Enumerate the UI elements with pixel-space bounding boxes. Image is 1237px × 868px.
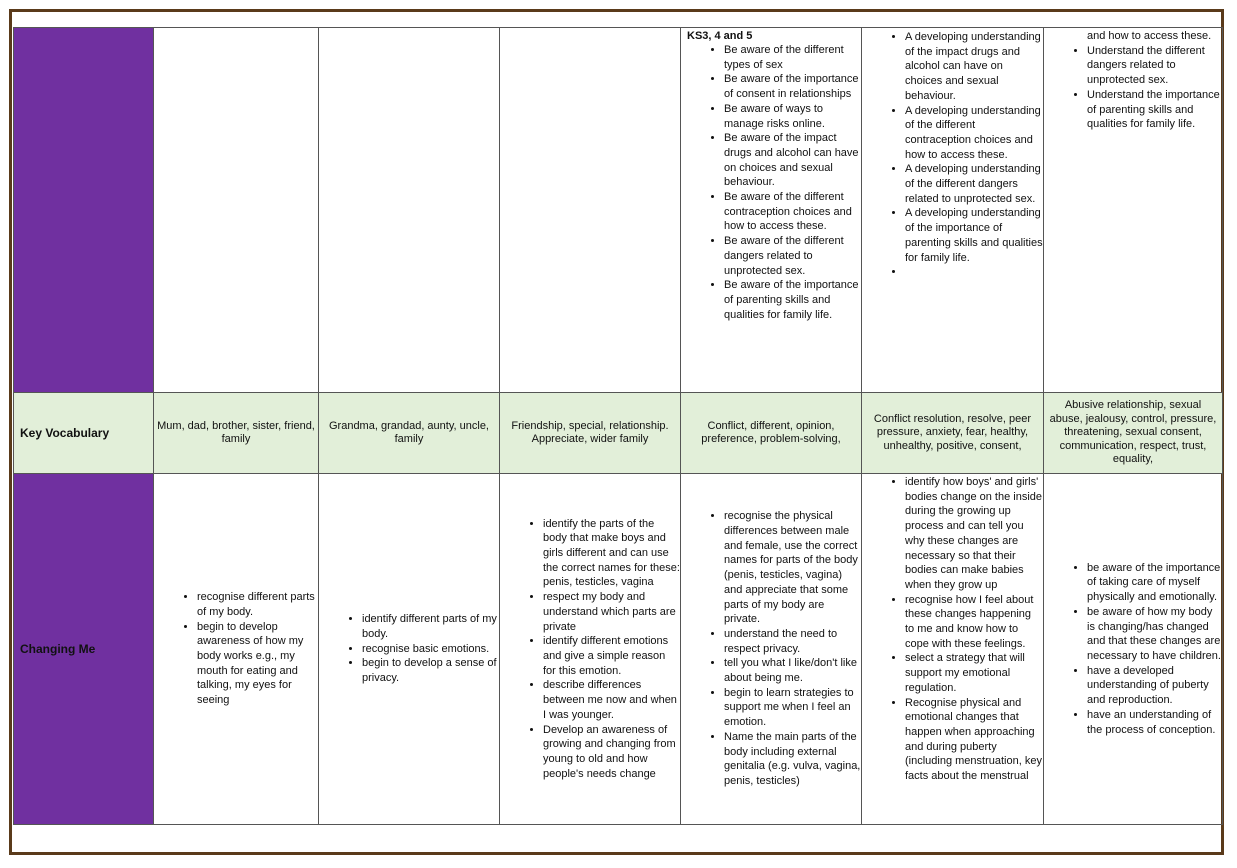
list-item: • recognise basic emotions.: [362, 642, 499, 657]
bullet-list: [862, 30, 1043, 280]
list-item: • Be aware of ways to manage risks online.: [724, 102, 861, 131]
list-item: • A developing understanding of the different dangers related to unprotected sex.: [905, 162, 1043, 206]
list-item: • Be aware of the different contraception choices and how to access these.: [724, 190, 861, 234]
list-item: • Recognise physical and emotional changes that happen when approaching and during puberty (including menstruation, key facts about the menstrual: [905, 696, 1043, 784]
table-cell: [862, 28, 1044, 393]
bullet-list: [154, 590, 318, 708]
ks-heading: KS3, 4 and 5: [687, 30, 753, 42]
list-item: [905, 265, 1043, 280]
list-item: • tell you what I like/don't like about being me.: [724, 656, 861, 685]
table-cell: [154, 474, 319, 825]
row-label-changing-me: Changing Me: [14, 474, 154, 825]
vocab-cell: Mum, dad, brother, sister, friend, family: [154, 393, 319, 474]
table-cell: [1044, 474, 1223, 825]
table-cell: [319, 28, 500, 393]
list-item: • recognise how I feel about these changes happening to me and know how to cope with these feelings.: [905, 593, 1043, 652]
curriculum-table: [13, 27, 1223, 825]
table-cell: [1044, 28, 1223, 393]
list-item: • recognise the physical differences between male and female, use the correct names for parts of the body (penis, testicles, vagina) and appreciate that some parts of my body are private.: [724, 509, 861, 627]
list-item-continuation: and how to access these.: [1087, 30, 1212, 42]
list-item: • identify different emotions and give a simple reason for this emotion.: [543, 634, 680, 678]
bullet-list: [1044, 29, 1222, 132]
list-item: • be aware of how my body is changing/has changed and that these changes are necessary to have children.: [1087, 605, 1222, 664]
list-item: • A developing understanding of the importance of parenting skills and qualities for family life.: [905, 206, 1043, 265]
list-item: • respect my body and understand which parts are private: [543, 590, 680, 634]
list-item: • identify how boys' and girls' bodies change on the inside during the growing up process and can tell you why these changes are necessary so that their bodies can make babies when they grow up: [905, 475, 1043, 593]
table-row-previous-topic: [14, 28, 1223, 393]
row-label-cell: [14, 28, 154, 393]
list-item: • Be aware of the impact drugs and alcohol can have on choices and sexual behaviour.: [724, 131, 861, 190]
table-cell: [154, 28, 319, 393]
list-item: • Be aware of the importance of consent in relationships: [724, 72, 861, 101]
table-cell: [319, 474, 500, 825]
table-cell: [500, 28, 681, 393]
list-item: • have an understanding of the process of conception.: [1087, 708, 1222, 737]
bullet-list: [862, 475, 1043, 784]
vocab-cell: Conflict resolution, resolve, peer pressure, anxiety, fear, healthy, unhealthy, positive, consent,: [862, 393, 1044, 474]
row-label-key-vocabulary: Key Vocabulary: [14, 393, 154, 474]
bullet-list: [319, 612, 499, 686]
list-item: • A developing understanding of the different contraception choices and how to access these.: [905, 104, 1043, 163]
vocab-cell: Conflict, different, opinion, preference, problem-solving,: [681, 393, 862, 474]
list-item: • recognise different parts of my body.: [197, 590, 318, 619]
list-item: • identify different parts of my body.: [362, 612, 499, 641]
list-item: • A developing understanding of the impact drugs and alcohol can have on choices and sexual behaviour.: [905, 30, 1043, 104]
bullet-list: [500, 517, 680, 782]
bullet-list: [681, 43, 861, 322]
list-item: • Understand the importance of parenting skills and qualities for family life.: [1087, 88, 1222, 132]
table-row-changing-me: [14, 474, 1223, 825]
list-item: • Be aware of the different dangers related to unprotected sex.: [724, 234, 861, 278]
list-item: • begin to develop awareness of how my body works e.g., my mouth for eating and talking, my eyes for seeing: [197, 620, 318, 708]
table-cell: [681, 474, 862, 825]
bullet-list: [1044, 561, 1222, 737]
list-item: • understand the need to respect privacy.: [724, 627, 861, 656]
list-item: • begin to develop a sense of privacy.: [362, 656, 499, 685]
vocab-cell: Friendship, special, relationship. Appreciate, wider family: [500, 393, 681, 474]
bullet-list: [681, 509, 861, 788]
list-item: • Name the main parts of the body including external genitalia (e.g. vulva, vagina, penis, testicles): [724, 730, 861, 789]
cell-clip: [862, 474, 1043, 824]
vocab-cell: Abusive relationship, sexual abuse, jealousy, control, pressure, threatening, sexual consent, communication, respect, trust, equality,: [1044, 393, 1223, 474]
table-cell-ks3: [681, 28, 862, 393]
list-item: • select a strategy that will support my emotional regulation.: [905, 651, 1043, 695]
list-item: • begin to learn strategies to support me when I feel an emotion.: [724, 686, 861, 730]
table-row-key-vocabulary: [14, 393, 1223, 474]
list-item: • Develop an awareness of growing and changing from young to old and how people's needs change: [543, 723, 680, 782]
list-item: • be aware of the importance of taking care of myself physically and emotionally.: [1087, 561, 1222, 605]
list-item: • Be aware of the importance of parenting skills and qualities for family life.: [724, 278, 861, 322]
table-cell: [500, 474, 681, 825]
table-cell: [862, 474, 1044, 825]
list-item: • Be aware of the different types of sex: [724, 43, 861, 72]
vocab-cell: Grandma, grandad, aunty, uncle, family: [319, 393, 500, 474]
list-item: • have a developed understanding of puberty and reproduction.: [1087, 664, 1222, 708]
list-item: • identify the parts of the body that make boys and girls different and can use the correct names for these: penis, testicles, vagina: [543, 517, 680, 591]
list-item: • Understand the different dangers related to unprotected sex.: [1087, 44, 1222, 88]
list-item: • describe differences between me now and when I was younger.: [543, 678, 680, 722]
